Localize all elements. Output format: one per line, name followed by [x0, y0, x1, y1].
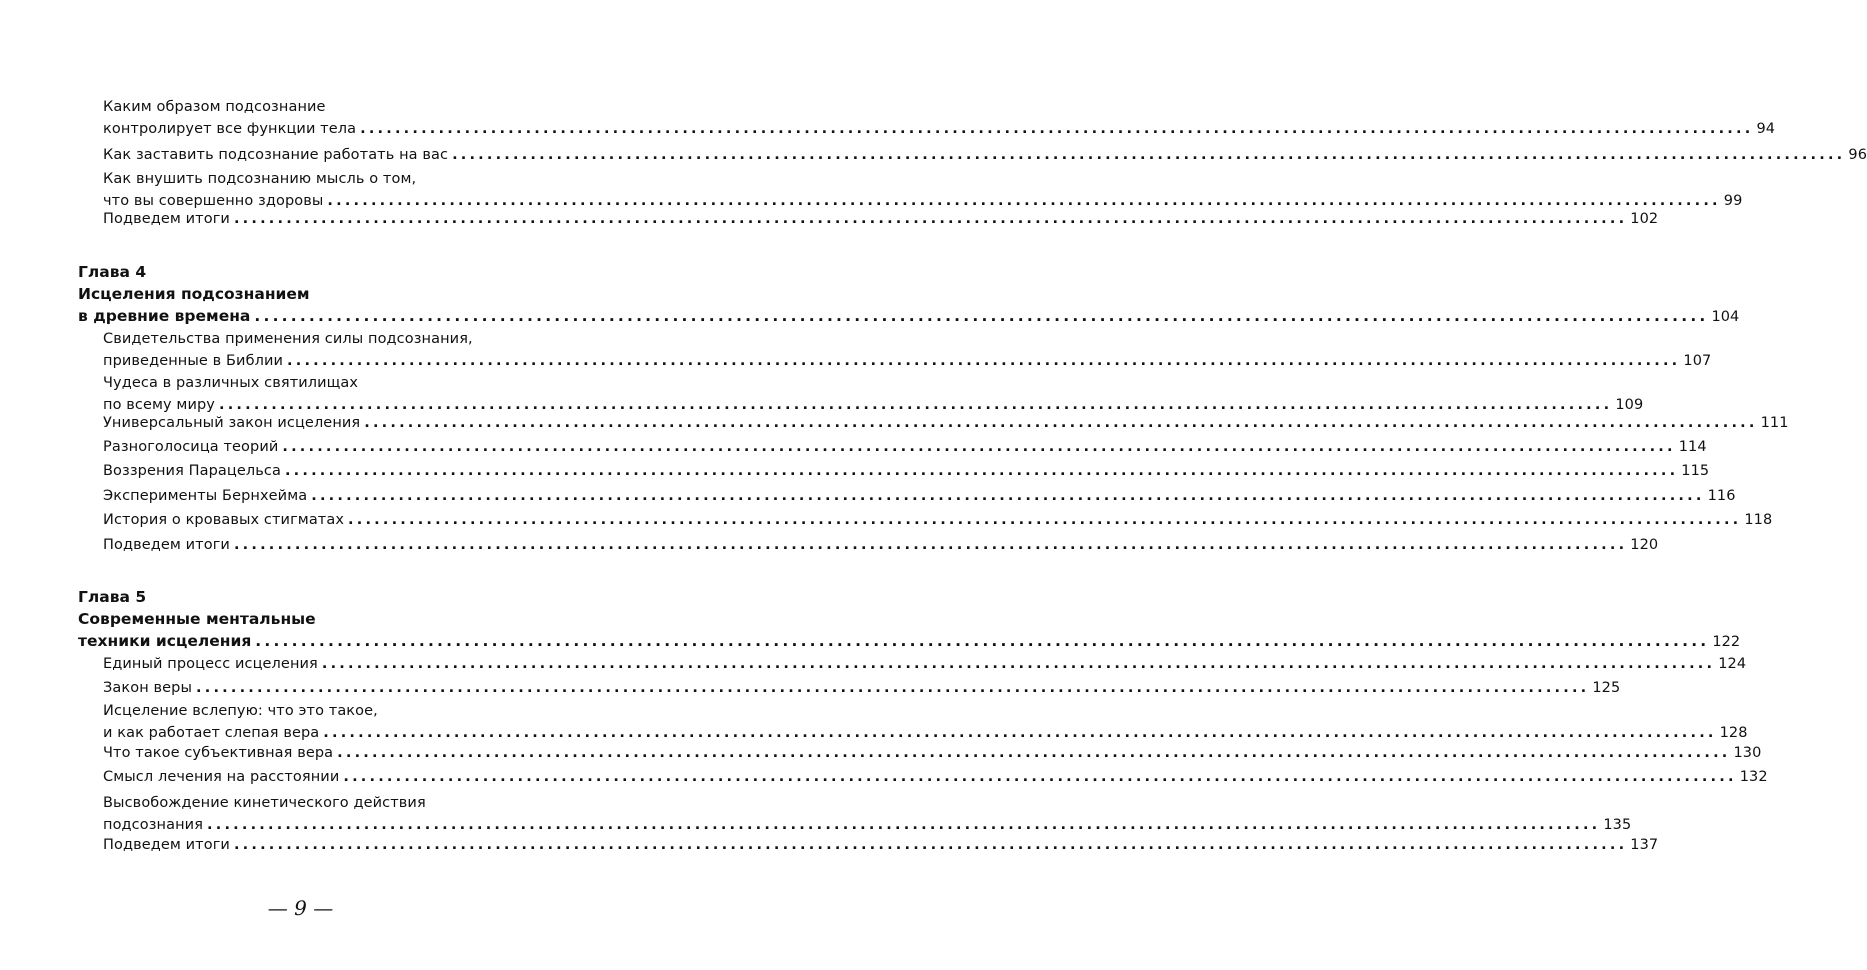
toc-entry [103, 834, 1659, 856]
toc-entry-title: Разноголосица теорий [103, 439, 279, 455]
toc-page-number: 96 [1848, 147, 1867, 163]
toc-entry [103, 509, 1773, 531]
toc-entry-title: контролирует все функции тела [103, 121, 357, 137]
leader-dots: ................................................................................................................................................................ [255, 632, 1710, 650]
chapter-title-line: Исцеления подсознанием [78, 285, 310, 303]
toc-entry [103, 534, 1659, 556]
leader-dots: ................................................................................................................................................................ [254, 307, 1709, 325]
chapter-title-line: в древние времена [78, 307, 251, 325]
toc-entry-title: подсознания [103, 817, 204, 833]
toc-entry-line: Чудеса в различных святилищах [103, 375, 359, 391]
toc-entry [103, 653, 1747, 675]
leader-dots: ................................................................................................................................................................ [218, 397, 1613, 413]
toc-entry-title: Универсальный закон исцеления [103, 415, 361, 431]
leader-dots: ................................................................................................................................................................ [337, 745, 1731, 761]
leader-dots: ................................................................................................................................................................ [233, 211, 1628, 227]
toc-page-number: 107 [1683, 353, 1712, 369]
leader-dots: ................................................................................................................................................................ [364, 415, 1758, 431]
toc-entry [103, 96, 1776, 140]
leader-dots: ................................................................................................................................................................ [284, 463, 1679, 479]
leader-dots: ................................................................................................................................................................ [327, 193, 1721, 209]
chapter-title [78, 608, 1741, 653]
toc-page-number: 125 [1592, 680, 1621, 696]
toc-entry [103, 700, 1748, 744]
toc-entry [103, 436, 1707, 458]
toc-page-number: 124 [1718, 656, 1747, 672]
toc-page-number: 109 [1615, 397, 1644, 413]
page-number: — 9 — [267, 896, 334, 920]
leader-dots: ................................................................................................................................................................ [348, 512, 1742, 528]
toc-entry [103, 792, 1632, 836]
toc-entry [103, 677, 1621, 699]
leader-dots: ................................................................................................................................................................ [323, 725, 1717, 741]
chapter-label: Глава 5 [78, 588, 147, 606]
toc-page-number: 94 [1756, 121, 1776, 137]
leader-dots: ................................................................................................................................................................ [343, 769, 1737, 785]
toc-entry [103, 328, 1712, 372]
leader-dots: ................................................................................................................................................................ [452, 147, 1846, 163]
leader-dots: ................................................................................................................................................................ [287, 353, 1681, 369]
toc-entry-line: Каким образом подсознание [103, 99, 326, 115]
toc-entry [103, 208, 1659, 230]
toc-page-number: 132 [1739, 769, 1768, 785]
toc-page-number: 122 [1712, 634, 1741, 650]
chapter-title-line: Современные ментальные [78, 610, 316, 628]
toc-page-number: 102 [1630, 211, 1659, 227]
toc-entry [103, 460, 1710, 482]
toc-entry-title: и как работает слепая вера [103, 725, 320, 741]
leader-dots: ................................................................................................................................................................ [207, 817, 1601, 833]
toc-entry-title: по всему миру [103, 397, 215, 413]
toc-entry-title: что вы совершенно здоровы [103, 193, 324, 209]
toc-page-number: 135 [1603, 817, 1632, 833]
toc-page-number: 104 [1711, 309, 1740, 325]
leader-dots: ................................................................................................................................................................ [282, 439, 1676, 455]
toc-entry-title: Что такое субъективная вера [103, 745, 334, 761]
leader-dots: ................................................................................................................................................................ [196, 680, 1590, 696]
toc-entry [103, 168, 1743, 212]
toc-entry [103, 412, 1789, 434]
toc-page-number: 114 [1678, 439, 1707, 455]
toc-page-number: 116 [1707, 488, 1736, 504]
toc-entry-line: Исцеление вслепую: что это такое, [103, 703, 378, 719]
toc-entry-line: Свидетельства применения силы подсознания, [103, 331, 473, 347]
toc-entry-title: История о кровавых стигматах [103, 512, 345, 528]
toc-entry-title: Подведем итоги [103, 211, 230, 227]
toc-entry [103, 485, 1736, 507]
toc-entry-title: приведенные в Библии [103, 353, 284, 369]
chapter-title [78, 283, 1740, 328]
leader-dots: ................................................................................................................................................................ [311, 488, 1705, 504]
toc-entry [103, 144, 1867, 166]
toc-page-number: 137 [1630, 837, 1659, 853]
toc-entry [103, 742, 1762, 764]
toc-entry-title: Подведем итоги [103, 537, 230, 553]
toc-entry-title: Единый процесс исцеления [103, 656, 318, 672]
toc-entry-title: Как заставить подсознание работать на вас [103, 147, 449, 163]
toc-entry-title: Закон веры [103, 680, 193, 696]
toc-entry-line: Высвобождение кинетического действия [103, 795, 426, 811]
toc-entry-title: Смысл лечения на расстоянии [103, 769, 340, 785]
toc-entry [103, 766, 1768, 788]
toc-page-number: 115 [1681, 463, 1710, 479]
leader-dots: ................................................................................................................................................................ [233, 837, 1628, 853]
toc-entry-title: Подведем итоги [103, 837, 230, 853]
toc-page-number: 99 [1723, 193, 1743, 209]
toc-page-number: 111 [1760, 415, 1789, 431]
toc-entry-title: Эксперименты Бернхейма [103, 488, 308, 504]
toc-page-number: 120 [1630, 537, 1659, 553]
leader-dots: ................................................................................................................................................................ [321, 656, 1716, 672]
toc-entry [103, 372, 1644, 416]
toc-entry-line: Как внушить подсознанию мысль о том, [103, 171, 417, 187]
toc-page-number: 130 [1733, 745, 1762, 761]
chapter-label: Глава 4 [78, 263, 147, 281]
toc-page-number: 128 [1719, 725, 1748, 741]
leader-dots: ................................................................................................................................................................ [360, 121, 1754, 137]
toc-page-number: 118 [1744, 512, 1773, 528]
toc-entry-title: Воззрения Парацельса [103, 463, 281, 479]
chapter-title-line: техники исцеления [78, 632, 252, 650]
leader-dots: ................................................................................................................................................................ [233, 537, 1628, 553]
